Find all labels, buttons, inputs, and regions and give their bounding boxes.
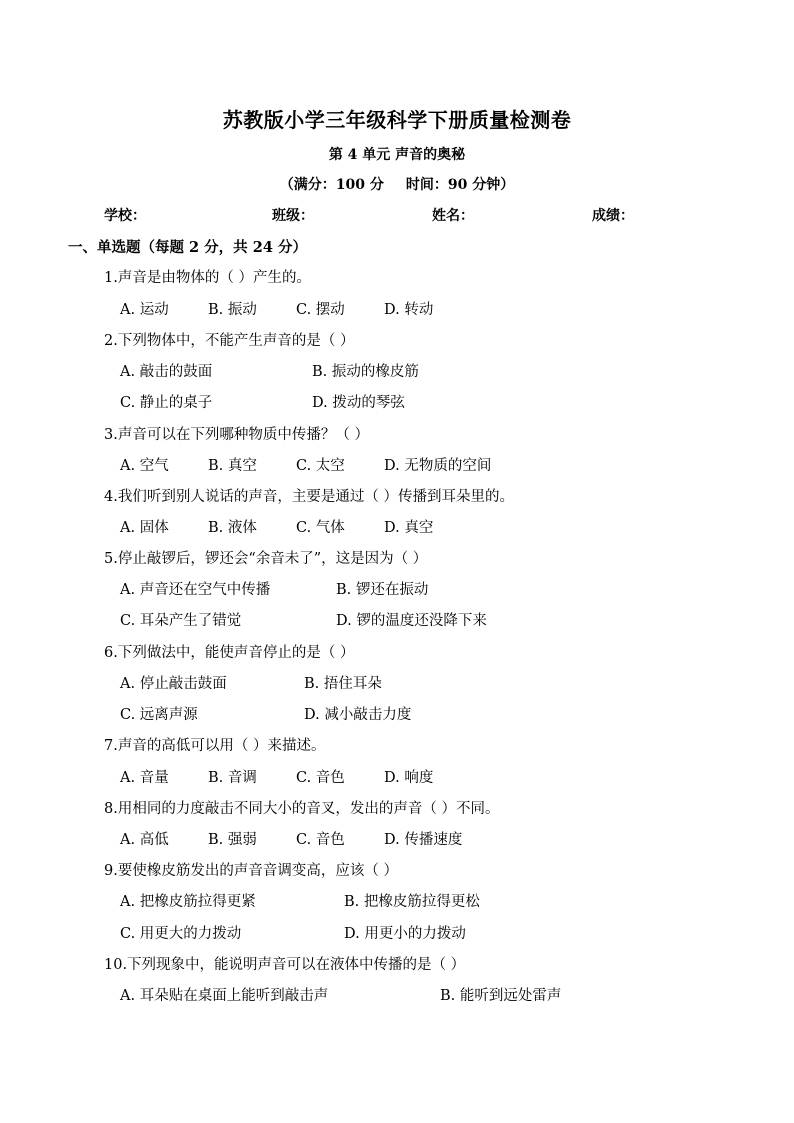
unit-subtitle: 第 4 单元 声音的奥秘: [328, 147, 466, 163]
q7-option-a: A. 音量: [120, 770, 169, 786]
q3-option-d: D. 无物质的空间: [384, 458, 492, 474]
section-heading: 一、单选题（每题 2 分，共 24 分）: [68, 239, 307, 256]
question-6: 6.下列做法中，能使声音停止的是（ ）: [104, 645, 355, 661]
q7-option-d: D. 响度: [384, 770, 434, 786]
q1-option-d: D. 转动: [384, 302, 434, 318]
q8-option-c: C. 音色: [296, 832, 345, 848]
q5-option-a: A. 声音还在空气中传播: [120, 582, 271, 598]
q3-option-c: C. 太空: [296, 458, 345, 474]
q2-option-c: C. 静止的桌子: [120, 395, 213, 411]
q4-option-b: B. 液体: [208, 520, 257, 536]
class-label: 班级：: [272, 208, 314, 224]
q4-option-a: A. 固体: [120, 520, 169, 536]
question-4: 4.我们听到别人说话的声音，主要是通过（ ）传播到耳朵里的。: [104, 489, 514, 505]
question-10: 10.下列现象中，能说明声音可以在液体中传播的是（ ）: [104, 957, 466, 973]
q4-option-d: D. 真空: [384, 520, 434, 536]
question-2: 2.下列物体中，不能产生声音的是（ ）: [104, 333, 355, 349]
exam-time: 时间：90 分钟）: [405, 177, 515, 193]
q8-option-d: D. 传播速度: [384, 832, 463, 848]
question-9: 9.要使橡皮筋发出的声音音调变高，应该（ ）: [104, 863, 398, 879]
q2-option-d: D. 拨动的琴弦: [312, 395, 405, 411]
score-time-line: [0, 174, 794, 194]
q6-option-a: A. 停止敲击鼓面: [120, 676, 227, 692]
q7-option-b: B. 音调: [208, 770, 257, 786]
q9-option-d: D. 用更小的力拨动: [344, 926, 466, 942]
q6-option-b: B. 捂住耳朵: [304, 676, 382, 692]
q8-option-b: B. 强弱: [208, 832, 257, 848]
q9-option-a: A. 把橡皮筋拉得更紧: [120, 894, 256, 910]
grade-label: 成绩：: [592, 208, 634, 224]
q9-option-b: B. 把橡皮筋拉得更松: [344, 894, 480, 910]
q3-option-b: B. 真空: [208, 458, 257, 474]
q5-option-c: C. 耳朵产生了错觉: [120, 613, 242, 629]
q7-option-c: C. 音色: [296, 770, 345, 786]
q10-option-a: A. 耳朵贴在桌面上能听到敲击声: [120, 988, 329, 1004]
q2-option-b: B. 振动的橡皮筋: [312, 364, 419, 380]
q6-option-d: D. 减小敲击力度: [304, 707, 412, 723]
q3-option-a: A. 空气: [120, 458, 169, 474]
q9-option-c: C. 用更大的力拨动: [120, 926, 242, 942]
q4-option-c: C. 气体: [296, 520, 345, 536]
question-8: 8.用相同的力度敲击不同大小的音叉，发出的声音（ ）不同。: [104, 801, 500, 817]
question-7: 7.声音的高低可以用（ ）来描述。: [104, 738, 326, 754]
q5-option-b: B. 锣还在振动: [336, 582, 429, 598]
name-label: 姓名：: [432, 208, 474, 224]
q1-option-b: B. 振动: [208, 302, 257, 318]
student-info-line: [0, 205, 794, 225]
q2-option-a: A. 敲击的鼓面: [120, 364, 213, 380]
q1-option-a: A. 运动: [120, 302, 169, 318]
question-3: 3.声音可以在下列哪种物质中传播？（ ）: [104, 427, 369, 443]
question-5: 5.停止敲锣后，锣还会“余音未了”，这是因为（ ）: [104, 551, 428, 567]
full-score: （满分：100 分: [279, 177, 384, 193]
q10-option-b: B. 能听到远处雷声: [440, 988, 562, 1004]
exam-title: 苏教版小学三年级科学下册质量检测卷: [222, 108, 572, 132]
question-1: 1.声音是由物体的（ ）产生的。: [104, 270, 311, 286]
q1-option-c: C. 摆动: [296, 302, 345, 318]
q8-option-a: A. 高低: [120, 832, 169, 848]
school-label: 学校：: [104, 208, 146, 224]
q6-option-c: C. 远离声源: [120, 707, 198, 723]
q5-option-d: D. 锣的温度还没降下来: [336, 613, 487, 629]
